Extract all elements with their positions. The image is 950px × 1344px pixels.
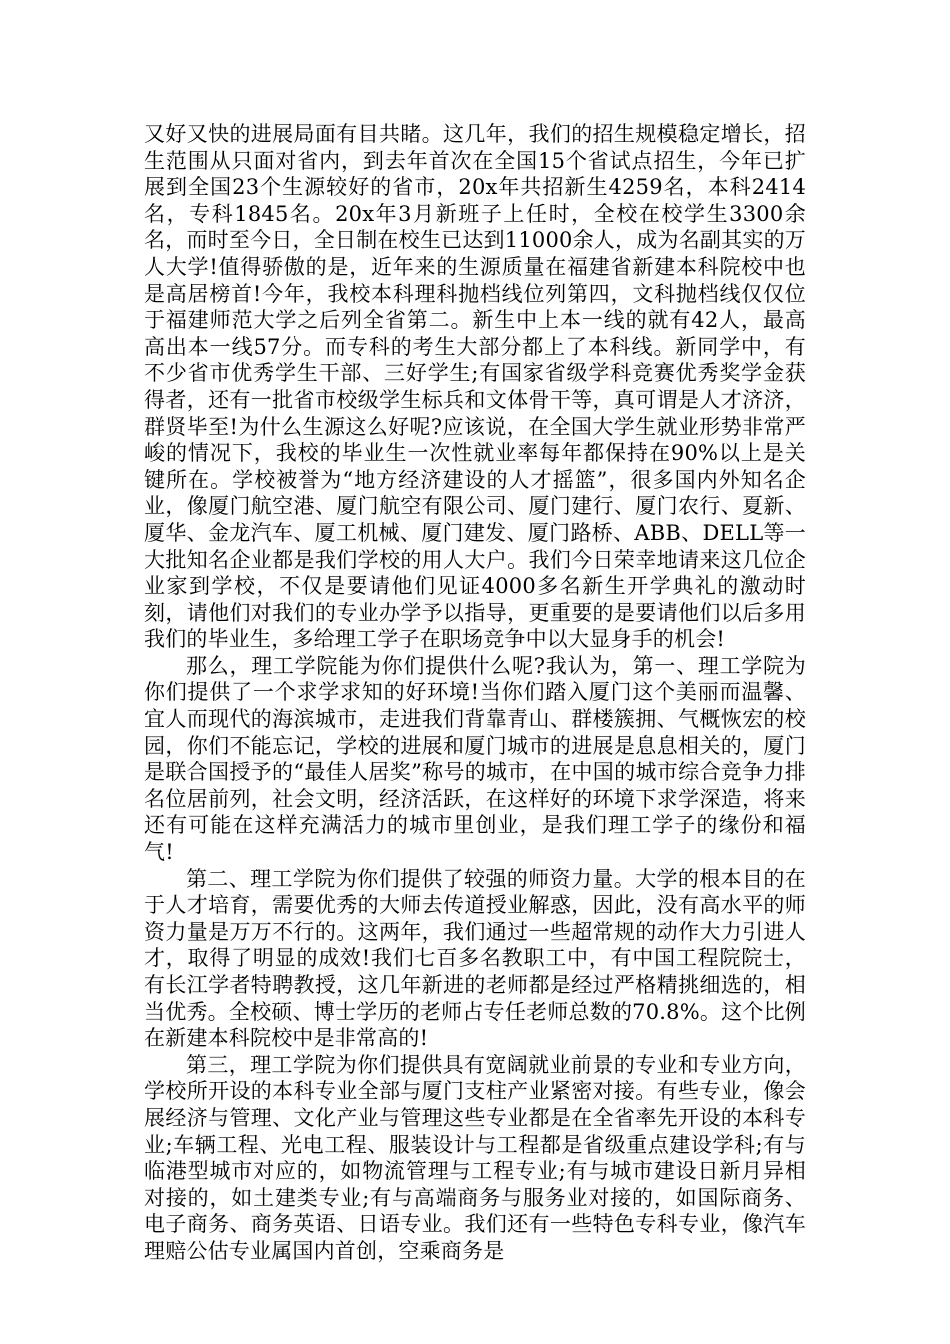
paragraph-environment: 那么，理工学院能为你们提供什么呢?我认为，第一、理工学院为你们提供了一个求学求知的好环境!当你们踏入厦门这个美丽而温馨、宜人而现代的海滨城市，走进我们背靠青山、群楼簇拥、气概恢宏的校园，你们不能忘记，学校的进展和厦门城市的进展是息息相关的，厦门是联合国授予的“最佳人居奖”称号的城市，在中国的城市综合竞争力排名位居前列，社会文明，经济活跃，在这样好的环境下求学深造，将来还有可能在这样充满活力的城市里创业，是我们理工学子的缘份和福气! <box>144 653 806 865</box>
document-body <box>144 121 806 1265</box>
paragraph-majors: 第三，理工学院为你们提供具有宽阔就业前景的专业和专业方向，学校所开设的本科专业全部与厦门支柱产业紧密对接。有些专业，像会展经济与管理、文化产业与管理这些专业都是在全省率先开设的本科专业;车辆工程、光电工程、服装设计与工程都是省级重点建设学科;有与临港型城市对应的，如物流管理与工程专业;有与城市建设日新月异相对接的，如土建类专业;有与高端商务与服务业对接的，如国际商务、电子商务、商务英语、日语专业。我们还有一些特色专科专业，像汽车理赔公估专业属国内首创，空乘商务是 <box>144 1052 806 1263</box>
paragraph-faculty: 第二、理工学院为你们提供了较强的师资力量。大学的根本目的在于人才培育，需要优秀的大师去传道授业解惑，因此，没有高水平的师资力量是万万不行的。这两年，我们通过一些超常规的动作大力引进人才，取得了明显的成效!我们七百多名教职工中，有中国工程院院士，有长江学者特聘教授，这几年新进的老师都是经过严格精挑细选的，相当优秀。全校硕、博士学历的老师占专任老师总数的70.8%。这个比例在新建本科院校中是非常高的! <box>144 866 806 1051</box>
paragraph-enrollment: 又好又快的进展局面有目共睹。这几年，我们的招生规模稳定增长，招生范围从只面对省内，到去年首次在全国15个省试点招生，今年已扩展到全国23个生源较好的省市，20x年共招新生4259名，本科2414名，专科1845名。20x年3月新班子上任时，全校在校学生3300余名，而时至今日，全日制在校生已达到11000余人，成为名副其实的万人大学!值得骄傲的是，近年来的生源质量在福建省新建本科院校中也是高居榜首!今年，我校本科理科抛档线位列第四，文科抛档线仅仅位于福建师范大学之后列全省第二。新生中上本一线的就有42人，最高高出本一线57分。而专科的考生大部分都上了本科线。新同学中，有不少省市优秀学生干部、三好学生;有国家省级学科竞赛优秀奖学金获得者，还有一批省市校级学生标兵和文体骨干等，真可谓是人才济济，群贤毕至!为什么生源这么好呢?应该说，在全国大学生就业形势非常严峻的情况下，我校的毕业生一次性就业率每年都保持在90%以上是关键所在。学校被誉为“地方经济建设的人才摇篮”，很多国内外知名企业，像厦门航空港、厦门航空有限公司、厦门建行、厦门农行、夏新、厦华、金龙汽车、厦工机械、厦门建发、厦门路桥、ABB、DELL等一大批知名企业都是我们学校的用人大户。我们今日荣幸地请来这几位企业家到学校，不仅是要请他们见证4000多名新生开学典礼的激动时刻，请他们对我们的专业办学予以指导，更重要的是要请他们以后多用我们的毕业生，多给理工学子在职场竞争中以大显身手的机会! <box>144 122 806 652</box>
